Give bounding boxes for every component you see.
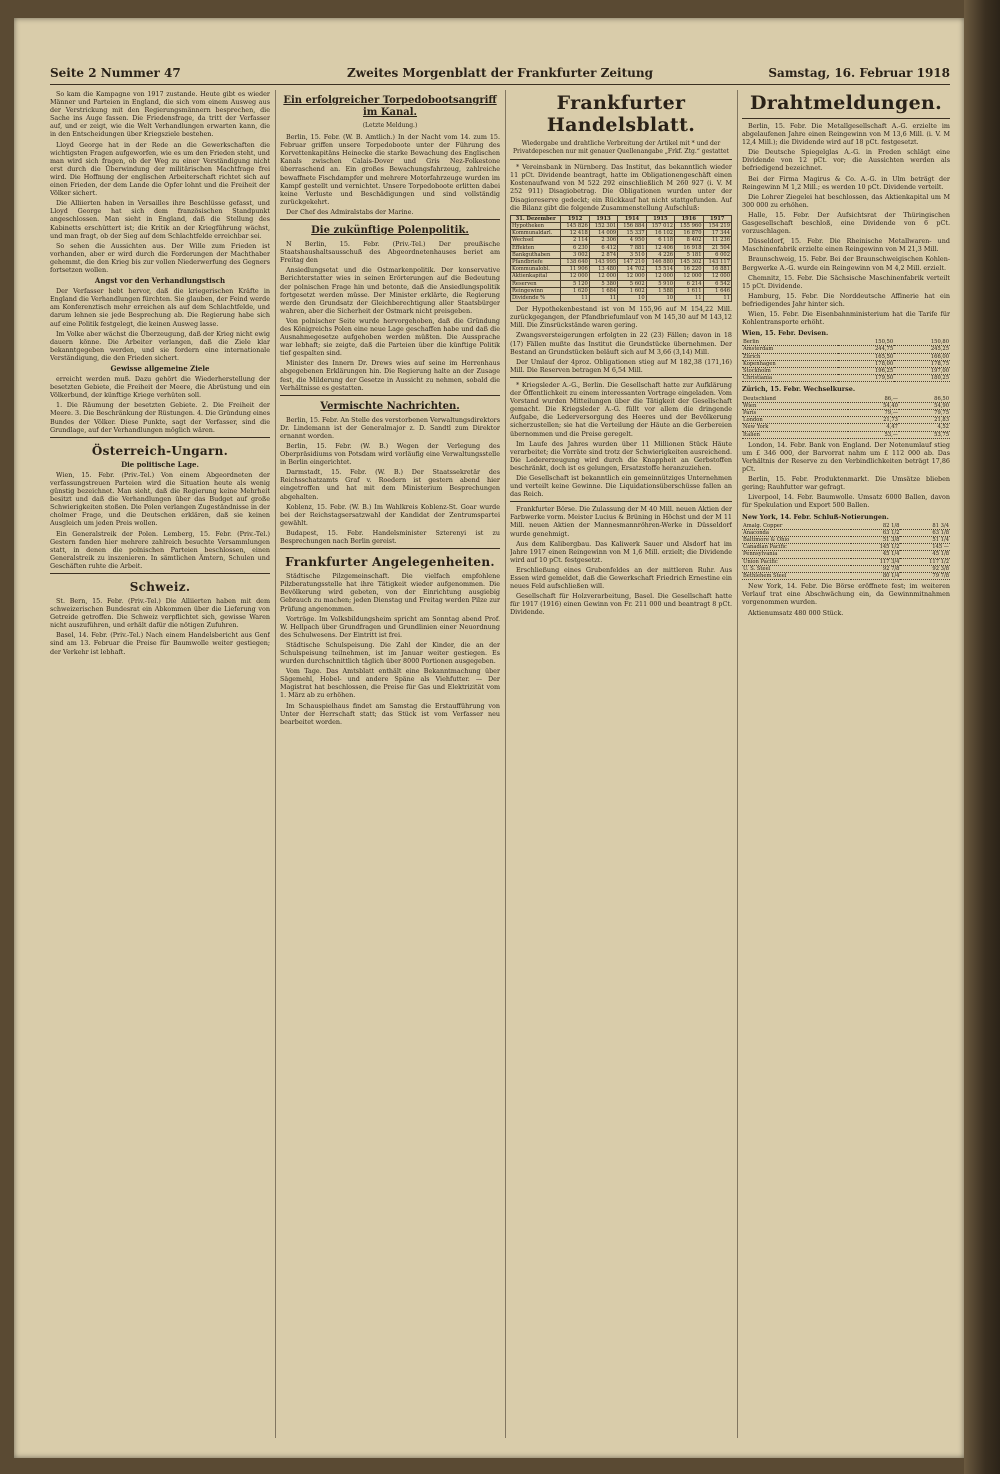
quote-cell: 54,90 — [899, 402, 950, 409]
quote-row — [742, 558, 950, 565]
quote-cell: 21,83 — [899, 417, 950, 424]
article-paragraph: Berlin, 15. Febr. An Stelle des verstorbenen Verwaltungsdirektors Dr. Lindemann ist der Generalmajor z. D. Sandtl zum Direktor ernannt worden. — [280, 415, 500, 440]
article-paragraph: Die Gesellschaft ist bekanntlich ein gemeinnütziges Unternehmen und verteilt keine Gewinne. Die Liquidationsüberschüsse fallen an das Reich. — [510, 473, 732, 499]
table-cell: 12 000 — [561, 273, 589, 280]
table-cell: 138 640 — [561, 258, 589, 265]
table-row — [511, 237, 732, 244]
table-cell: 12 000 — [618, 273, 646, 280]
quote-row — [742, 346, 950, 353]
quote-cell: 197,00 — [894, 368, 950, 375]
table-cell: Reserven — [511, 280, 561, 287]
article-paragraph: Zwangsversteigerungen erfolgten in 22 (23) Fällen; davon in 18 (17) Fällen mußte das Institut die Grundstücke übernehmen. Der Bestand an Grundstücken beläuft sich auf M 3,66 (3,14) Mill. — [510, 331, 732, 356]
table-cell: 5 120 — [561, 280, 589, 287]
table-cell: 13 480 — [589, 266, 617, 273]
table-cell: 12 000 — [703, 273, 732, 280]
table-row — [511, 287, 732, 294]
article-paragraph: Minister des Innern Dr. Drews wies auf seine im Herrenhaus abgegebenen Erklärungen hin. Die Regierung halte an der Zusage fest, die Milderung der Gesetze in Aussicht zu nehmen, sobald die Verhältnisse es gestatten. — [280, 359, 500, 392]
table-cell: 2 114 — [561, 237, 589, 244]
article-paragraph: Städtische Pilzgemeinschaft. Die vielfach empfohlene Pilzberatungsstelle hat ihre Tätigkeit wieder aufgenommen. Die Bevölkerung wird gebeten, von der Einrichtung ausgiebig Gebrauch zu machen; jeden Dienstag und Freitag werden Pilze zur Prüfung angenommen. — [280, 572, 500, 613]
table-cell: 145 302 — [675, 258, 703, 265]
table-cell: 16 881 — [703, 266, 732, 273]
article-paragraph: So sehen die Aussichten aus. Der Wille zum Frieden ist vorhanden, aber er wird durch die Forderungen der Machthaber gehemmt, die den Krieg bis zur vollen Niederwerfung des Gegners fortsetzen wollen. — [50, 241, 270, 274]
quote-cell: 51 1/4 — [900, 537, 950, 544]
table-cell: 11 — [561, 294, 589, 301]
quote-cell: 79,— — [848, 409, 899, 416]
quote-cell: 79 7/8 — [900, 573, 950, 580]
table-cell: 2 874 — [589, 251, 617, 258]
quote-cell: 166,00 — [894, 353, 950, 360]
divider — [742, 118, 950, 119]
quote-cell: 179,50 — [838, 375, 894, 382]
quote-cell: Christiania — [742, 375, 838, 382]
table-cell: 156 884 — [618, 222, 646, 229]
quote-cell: 54,40 — [848, 402, 899, 409]
table-cell: 11 — [675, 294, 703, 301]
quote-row — [742, 529, 950, 536]
quote-row — [742, 375, 950, 382]
table-header-row — [511, 215, 732, 222]
quote-cell: 21,73 — [848, 417, 899, 424]
quote-cell: Paris — [742, 409, 848, 416]
table-cell: 5 380 — [589, 280, 617, 287]
table-row — [511, 244, 732, 251]
table-header-cell: 1912 — [561, 215, 589, 222]
table-row — [511, 280, 732, 287]
divider — [50, 573, 270, 574]
divider — [280, 548, 500, 549]
quotes-table — [742, 339, 950, 382]
quote-row — [742, 368, 950, 375]
section-heading: Angst vor den Verhandlungstisch — [94, 276, 226, 286]
article-paragraph: Chemnitz, 15. Febr. Die Sächsische Maschinenfabrik verteilt 15 pCt. Dividende. — [742, 273, 950, 290]
quote-cell: 180,25 — [894, 375, 950, 382]
quote-cell: 117 1/2 — [900, 558, 950, 565]
quote-cell: 80 1/4 — [851, 573, 901, 580]
article-paragraph: Städtische Schulspeisung. Die Zahl der Kinder, die an der Schulspeisung teilnehmen, ist im Januar weiter gestiegen. Es wurden durchschnittlich täglich über 8000 Portionen ausgegeben. — [280, 640, 500, 666]
article-headline: Vermischte Nachrichten. — [320, 400, 460, 412]
quote-cell: 63 1/8 — [900, 529, 950, 536]
table-cell: 5 181 — [675, 251, 703, 258]
table-cell: 21 504 — [703, 244, 732, 251]
article-paragraph: Darmstadt, 15. Febr. (W. B.) Der Staatssekretär des Reichsschatzamts Graf v. Roedern ist gestern abend hier eingetroffen und hat mit dem Ministerium Besprechungen abgehalten. — [280, 468, 500, 501]
book-spine — [964, 0, 1000, 1474]
article-paragraph: Vorträge. Im Volksbildungsheim spricht am Sonntag abend Prof. W. Hellpach über Grundfragen und Grundlinien einer Neuordnung des Schulwesens. Der Eintritt ist frei. — [280, 614, 500, 639]
quote-cell: Wien — [742, 402, 848, 409]
table-cell: 154 219 — [703, 222, 732, 229]
divider — [280, 395, 500, 396]
reprint-notice: Wiedergabe und drahtliche Verbreitung der Artikel mit * und der Privatdepeschen nur mit genauer Quellenangabe „Frkf. Ztg.“ gestattet — [513, 140, 729, 156]
table-cell: 1 588 — [646, 287, 674, 294]
newspaper-page — [14, 18, 964, 1458]
column-2 — [280, 90, 500, 1438]
table-cell: 11 — [703, 294, 732, 301]
article-paragraph: Halle, 15. Febr. Der Aufsichtsrat der Thüringischen Gasgesellschaft beschloß, eine Dividende von 6 pCt. vorzuschlagen. — [742, 210, 950, 236]
quote-row — [742, 537, 950, 544]
table-cell: 11 — [589, 294, 617, 301]
quote-cell: 63 1/2 — [851, 529, 901, 536]
table-cell: 12 000 — [589, 273, 617, 280]
quote-row — [742, 431, 950, 438]
table-cell: 12 000 — [675, 273, 703, 280]
divider — [280, 219, 500, 220]
table-cell: 146 880 — [646, 258, 674, 265]
quote-row — [742, 402, 950, 409]
quote-cell: Italien — [742, 431, 848, 438]
article-subline: (Letzte Meldung.) — [362, 122, 418, 129]
quote-cell: Union Pacific — [742, 558, 851, 565]
quote-cell: 45 1/8 — [900, 551, 950, 558]
table-cell: 143 117 — [703, 258, 732, 265]
quote-cell: 245,25 — [894, 346, 950, 353]
table-cell: 6 002 — [703, 251, 732, 258]
table-cell: Aktienkapital — [511, 273, 561, 280]
table-cell: 4 950 — [618, 237, 646, 244]
quote-cell: 4,47 — [848, 424, 899, 431]
article-paragraph: Budapest, 15. Febr. Handelsminister Szterenyi ist zu Besprechungen nach Berlin gereist. — [280, 528, 500, 546]
article-paragraph: * Kriegsleder A.-G., Berlin. Die Gesellschaft hatte zur Aufklärung der Öffentlichkeit zu einem interessanten Vortrage eingeladen. Vom Vorstand wurden Mitteilungen über die Tätigkeit der Gesellschaft gemacht. Die Kriegsleder A.-G. füllt vor allem die dringende Aufgabe, die Lederversorgung des Heeres und der Bevölkerung sicherzustellen; sie hat die Verteilung der Häute an die Gerbereien übernommen und die Preise geregelt. — [510, 380, 732, 438]
article-paragraph: Der Hypothekenbestand ist von M 155,96 auf M 154,22 Mill. zurückgegangen, der Pfandbriefumlauf von M 145,30 auf M 143,12 Mill. Die Zinsrückstände waren gering. — [510, 305, 732, 330]
table-cell: Kommunalobl. — [511, 266, 561, 273]
quote-cell: 92 7/8 — [851, 565, 901, 572]
table-cell: Wechsel — [511, 237, 561, 244]
quote-cell: Amsterdam — [742, 346, 838, 353]
article-paragraph: Bei der Firma Magirus & Co. A.-G. in Ulm beträgt der Reingewinn M 1,2 Mill.; es werden 10 pCt. Dividende verteilt. — [742, 174, 950, 191]
quote-cell: 4,52 — [899, 424, 950, 431]
quote-cell: Zürich — [742, 353, 838, 360]
section-title: Drahtmeldungen. — [749, 92, 942, 114]
table-cell: 6 412 — [589, 244, 617, 251]
table-cell: 6 118 — [646, 237, 674, 244]
table-cell: 2 306 — [589, 237, 617, 244]
table-cell: 3 510 — [618, 251, 646, 258]
quote-cell: Bethlehem Steel — [742, 573, 851, 580]
table-cell: 143 995 — [589, 258, 617, 265]
table-cell: 15 337 — [618, 230, 646, 237]
divider — [510, 377, 732, 378]
table-cell: 1 646 — [703, 287, 732, 294]
table-cell: 5 910 — [646, 280, 674, 287]
table-cell: 12 000 — [646, 273, 674, 280]
article-paragraph: Ansiedlungsetat und die Ostmarkenpolitik. Der konservative Berichterstatter wies in seinen Erörterungen auf die Bedeutung der polnischen Frage hin und betonte, daß die Ansiedlungspolitik fortgesetzt werden müsse. Der Minister erklärte, die Regierung werde den Grundsatz der Gleichberechtigung aller Staatsbürger wahren, aber die Sicherheit der Ostmark nicht preisgeben. — [280, 266, 500, 315]
quote-cell: 178,00 — [838, 360, 894, 367]
table-cell: 14 009 — [589, 230, 617, 237]
table-header-cell: 1914 — [618, 215, 646, 222]
quote-cell: 86,— — [848, 396, 899, 403]
article-paragraph: Düsseldorf, 15. Febr. Die Rheinische Metallwaren- und Maschinenfabrik erzielte einen Reingewinn von M 21,3 Mill. — [742, 237, 950, 254]
table-row — [511, 230, 732, 237]
quote-cell: 53,— — [848, 431, 899, 438]
quote-cell: London — [742, 417, 848, 424]
page-header — [50, 66, 950, 85]
quote-row — [742, 417, 950, 424]
article-paragraph: Frankfurter Börse. Die Zulassung der M 40 Mill. neuen Aktien der Farbwerke vorm. Meister Lucius & Brüning in Höchst und der M 11 Mill. neuen Aktien der Mannesmannröhren-Werke in Düsseldorf wurde genehmigt. — [510, 505, 732, 538]
table-cell: 8 402 — [675, 237, 703, 244]
quotes-heading: Wien, 15. Febr. Devisen. — [742, 329, 829, 338]
table-cell: 1 602 — [618, 287, 646, 294]
balance-table — [510, 215, 732, 302]
table-cell: 15 514 — [646, 266, 674, 273]
quote-cell: 196,25 — [838, 368, 894, 375]
table-cell: Bankguthaben — [511, 251, 561, 258]
table-cell: 11 236 — [703, 237, 732, 244]
article-paragraph: Ein Generalstreik der Polen. Lemberg, 15. Febr. (Priv.-Tel.) Gestern fanden hier mehrere zahlreich besuchte Versammlungen statt, in denen die polnischen Parteien beschlossen, einen Generalstreik zu inszenieren. In sämtlichen Ämtern, Schulen und Geschäften ruhte die Arbeit. — [50, 529, 270, 570]
table-row — [511, 222, 732, 229]
article-paragraph: 1. Die Räumung der besetzten Gebiete. 2. Die Freiheit der Meere. 3. Die Beschränkung der Rüstungen. 4. Die Gründung eines Bundes der Völker. Diese Punkte, sagt der Verfasser, sind die Grundlage, auf der Verhandlungen möglich wären. — [50, 401, 270, 434]
quote-cell: 117 3/4 — [851, 558, 901, 565]
table-cell: 1 620 — [561, 287, 589, 294]
quotes-table — [742, 396, 950, 439]
article-paragraph: Der Umlauf der 4proz. Obligationen stieg auf M 182,38 (171,16) Mill. Die Reserven betragen M 6,54 Mill. — [510, 357, 732, 374]
quote-cell: 150,80 — [894, 339, 950, 346]
quote-cell: 145 — — [900, 544, 950, 551]
table-cell: 7 881 — [618, 244, 646, 251]
quote-row — [742, 551, 950, 558]
table-cell: 14 702 — [618, 266, 646, 273]
article-paragraph: Aktienumsatz 480 000 Stück. — [748, 608, 844, 617]
article-paragraph: Lloyd George hat in der Rede an die Gewerkschaften die wichtigsten Fragen aufgeworfen, wie es um den Frieden steht, und man wird sich fragen, ob der Weg zu einer Verständigung nicht erst durch die Überwindung der militärischen Machtfrage frei wird. Die Hoffnung der englischen Arbeiterschaft richtet sich auf einen Frieden, der dem Lande die Opfer lohnt und die Freiheit der Völker sichert. — [50, 140, 270, 198]
table-cell: 11 906 — [561, 266, 589, 273]
section-heading: Schweiz. — [129, 579, 191, 594]
quote-cell: 51 3/8 — [851, 537, 901, 544]
table-header-cell: 31. Dezember — [511, 215, 561, 222]
column-4 — [742, 90, 950, 1438]
table-cell: Dividende % — [511, 294, 561, 301]
quote-row — [742, 409, 950, 416]
article-paragraph: Berlin, 15. Febr. Produktenmarkt. Die Umsätze blieben gering; Rauhfutter war gefragt. — [742, 475, 950, 492]
table-cell: 6 214 — [675, 280, 703, 287]
article-paragraph: Berlin, 15. Febr. Die Metallgesellschaft A.-G. erzielte im abgelaufenen Jahre einen Reingewinn von M 13,6 Mill. (i. V. M 12,4 Mill.); die Dividende wird auf 18 pCt. festgesetzt. — [742, 122, 950, 147]
article-paragraph: Die Lohrer Ziegelei hat beschlossen, das Aktienkapital um M 300 000 zu erhöhen. — [742, 192, 950, 209]
quote-row — [742, 424, 950, 431]
table-cell: Reingewinn — [511, 287, 561, 294]
divider — [510, 159, 732, 160]
article-paragraph: Die Deutsche Spiegelglas A.-G. in Freden schlägt eine Dividende von 12 pCt. vor; die Aussichten werden als befriedigend bezeichnet. — [742, 148, 950, 173]
section-heading: Österreich-Ungarn. — [91, 443, 229, 458]
article-paragraph: Liverpool, 14. Febr. Baumwolle. Umsatz 6000 Ballen, davon für Spekulation und Export 500 Ballen. — [742, 493, 950, 510]
article-paragraph: N Berlin, 15. Febr. (Priv.-Tel.) Der preußische Staatshaushaltsausschuß des Abgeordnetenhauses beriet am Freitag den — [280, 240, 500, 265]
column-1 — [50, 90, 270, 1438]
article-paragraph: Basel, 14. Febr. (Priv.-Tel.) Nach einem Handelsbericht aus Genf sind am 13. Februar die Preise für Baumwolle weiter gestiegen; der Verkehr ist lebhaft. — [50, 631, 270, 656]
table-cell: 12 418 — [561, 230, 589, 237]
article-paragraph: Die Alliierten haben in Versailles ihre Beschlüsse gefasst, und Lloyd George hat sich dem französischen Standpunkt angeschlossen. Man sieht in England, daß die Stellung des Kabinetts erschüttert ist; die Kritik an der Kriegführung wächst, und man fragt, ob der Sieg auf dem Schlachtfelde erreichbar sei. — [50, 199, 270, 240]
article-paragraph: Berlin, 15. Febr. (W. B.) Wegen der Verlegung des Oberpräsidiums von Potsdam wird vorläufig eine Verwaltungsstelle in Berlin eingerichtet. — [280, 442, 500, 467]
article-paragraph: Der Chef des Admiralstabs der Marine. — [286, 207, 414, 216]
table-header-cell: 1915 — [646, 215, 674, 222]
article-paragraph: Von polnischer Seite wurde hervorgehoben, daß die Gründung des Königreichs Polen eine neue Lage geschaffen habe und daß die Ausnahmegesetze aufgehoben werden müßten. Die Aussprache war lebhaft; sie zeigte, daß die Parteien über die künftige Politik tief gespalten sind. — [280, 316, 500, 358]
table-row — [511, 294, 732, 301]
quote-cell: 92 3/8 — [900, 565, 950, 572]
quote-cell: Baltimore & Ohio — [742, 537, 851, 544]
quote-cell: Berlin — [742, 339, 838, 346]
quotes-heading: New York, 14. Febr. Schluß-Notierungen. — [742, 512, 889, 521]
table-row — [511, 273, 732, 280]
table-cell: Pfandbriefe — [511, 258, 561, 265]
article-paragraph: * Vereinsbank in Nürnberg. Das Institut, das bekanntlich wieder 11 pCt. Dividende beantragt, hatte im Obligationengeschäft einen Kostenaufwand von M 522 292 einschließlich M 260 927 (i. V. M 252 911) Disagiobetrag. Die Obligationen wurden unter der Disagioreserve gedeckt; ein Rückkauf hat nicht stattgefunden. Auf die Bilanz gibt die folgende Zusammenstellung Aufschluß: — [510, 163, 732, 212]
table-cell: 1 684 — [589, 287, 617, 294]
article-paragraph: Vom Tage. Das Amtsblatt enthält eine Bekanntmachung über Sägemehl, Hobel- und andere Späne als Viehfutter. — Der Magistrat hat beschlossen, die Preise für Gas und Elektrizität vom 1. März ab zu erhöhen. — [280, 667, 500, 700]
section-subheading: Die politische Lage. — [121, 459, 199, 469]
table-cell: 152 301 — [589, 222, 617, 229]
quote-row — [742, 353, 950, 360]
quote-cell: 81 3/4 — [900, 523, 950, 530]
table-row — [511, 258, 732, 265]
article-paragraph: Wien, 15. Febr. Die Eisenbahnministerium hat die Tarife für Kohlentransporte erhöht. — [742, 309, 950, 327]
article-headline: Die zukünftige Polenpolitik. — [311, 225, 469, 237]
quotes-heading: Zürich, 15. Febr. Wechselkurse. — [742, 385, 856, 394]
table-row — [511, 251, 732, 258]
quote-row — [742, 573, 950, 580]
quote-cell: Stockholm — [742, 368, 838, 375]
article-headline: Ein erfolgreicher Torpedobootsangriff im Kanal. — [283, 95, 497, 118]
quote-cell: Anaconda — [742, 529, 851, 536]
quote-cell: Amalg. Copper — [742, 523, 851, 530]
article-paragraph: Gesellschaft für Holzverarbeitung, Basel. Die Gesellschaft hatte für 1917 (1916) einen Gewinn von Fr. 211 000 und beantragt 8 pCt. Dividende. — [510, 592, 732, 617]
column-rule — [737, 90, 738, 1438]
table-cell: Hypotheken — [511, 222, 561, 229]
table-cell: 5 602 — [618, 280, 646, 287]
article-paragraph: Der Verfasser hebt hervor, daß die kriegerischen Kräfte in England die Verhandlungen fürchten. Sie glauben, der Feind werde am Konferenztisch mehr erreichen als auf dem Schlachtfelde, und darum lehnen sie jede Besprechung ab. Die Regierung habe sich auf eine Politik festgelegt, die keinen Ausweg lasse. — [50, 287, 270, 328]
column-3 — [510, 90, 732, 1438]
column-rule — [505, 90, 506, 1438]
table-cell: 155 960 — [675, 222, 703, 229]
article-paragraph: Koblenz, 15. Febr. (W. B.) Im Wahlkreis Koblenz-St. Goar wurde bei der Reichstagsersatzwahl der Kandidat der Zentrumspartei gewählt. — [280, 502, 500, 527]
table-cell: 157 012 — [646, 222, 674, 229]
quote-cell: 45 1/4 — [851, 551, 901, 558]
page-number: Seite 2 Nummer 47 — [50, 66, 181, 80]
quote-cell: 82 1/8 — [851, 523, 901, 530]
article-paragraph: Erschließung eines Grubenfeldes an der mittleren Ruhr. Aus Essen wird gemeldet, daß die Gewerkschaft Friedrich Ernestine ein neues Feld aufschließen will. — [510, 565, 732, 591]
quote-cell: Deutschland — [742, 396, 848, 403]
article-paragraph: New York, 14. Febr. Die Börse eröffnete fest; im weiteren Verlauf trat eine Abschwächung ein, da Gewinnmitnahmen vorgenommen wurden. — [742, 582, 950, 607]
table-cell: Kommunaldarl. — [511, 230, 561, 237]
table-cell: 3 002 — [561, 251, 589, 258]
article-paragraph: Im Schauspielhaus findet am Samstag die Erstaufführung von Unter der Herrschaft statt; das Stück ist vom Verfasser neu bearbeitet worden. — [280, 701, 500, 726]
table-cell: 16 102 — [646, 230, 674, 237]
article-paragraph: London, 14. Febr. Bank von England. Der Notenumlauf stieg um £ 346 000, der Barvorrat nahm um £ 112 000 ab. Das Verhältnis der Reserve zu den Verbindlichkeiten beträgt 17,86 pCt. — [742, 440, 950, 474]
article-paragraph: Hamburg, 15. Febr. Die Norddeutsche Affinerie hat ein befriedigendes Jahr hinter sich. — [742, 291, 950, 308]
table-cell: Effekten — [511, 244, 561, 251]
section-heading: Gewisse allgemeine Ziele — [110, 364, 210, 373]
table-cell: 1 611 — [675, 287, 703, 294]
quote-cell: 79,75 — [899, 409, 950, 416]
quote-cell: New York — [742, 424, 848, 431]
quote-row — [742, 396, 950, 403]
quote-cell: 145 1/2 — [851, 544, 901, 551]
table-cell: 6 542 — [703, 280, 732, 287]
table-header-cell: 1916 — [675, 215, 703, 222]
quote-cell: 53,75 — [899, 431, 950, 438]
quote-row — [742, 523, 950, 530]
table-cell: 16 220 — [675, 266, 703, 273]
table-header-cell: 1913 — [589, 215, 617, 222]
quote-cell: Pennsylvania — [742, 551, 851, 558]
article-paragraph: St. Bern, 15. Febr. (Priv.-Tel.) Die Alliierten haben mit dem schweizerischen Bundesrat ein Abkommen über die Lieferung von Getreide getroffen. Die Schweiz verpflichtet sich, gewisse Waren nicht auszuführen, und erhält dafür die nötigen Zufuhren. — [50, 596, 270, 630]
quotes-table — [742, 523, 950, 581]
table-cell: 147 210 — [618, 258, 646, 265]
table-cell: 16 918 — [675, 244, 703, 251]
quote-cell: Canadian Pacific — [742, 544, 851, 551]
quote-cell: 178,75 — [894, 360, 950, 367]
quote-cell: Kopenhagen — [742, 360, 838, 367]
article-paragraph: Wien, 15. Febr. (Priv.-Tel.) Von einem Abgeordneten der verfassungstreuen Parteien wird die Situation heute als wenig günstig bezeichnet. Man sieht, daß die Regierung keine Mehrheit besitzt und daß die Verhandlungen über das Budget auf große Schwierigkeiten stoßen. Die Polen verlangen Zugeständnisse in der cholmer Frage, und die Deutschen erklären, daß sie keinen Ausgleich um jeden Preis wollen. — [50, 470, 270, 528]
section-title: Frankfurter Handelsblatt. — [546, 92, 696, 136]
article-paragraph: So kam die Kampagne von 1917 zustande. Heute gibt es wieder Männer und Parteien in England, die sich vom einem Ausweg aus der Verstrickung mit den Regierungsmännern besprechen, die Sache ins Auge fassen. Die Friedensfrage, da tritt der Verfasser auf, und er zeigt, wie die Welt Verhandlungen erwarten kann, die in den Entscheidungen über Kriegsziele bestehen. — [50, 90, 270, 139]
quote-cell: 244,75 — [838, 346, 894, 353]
table-cell: 10 — [646, 294, 674, 301]
article-paragraph: Im Volke aber wächst die Überzeugung, daß der Krieg nicht ewig dauern könne. Die Arbeiter verlangen, daß die Ziele klar bekanntgegeben werden, und sie fordern eine internationale Verständigung, die den Frieden sichert. — [50, 329, 270, 362]
column-rule — [275, 90, 276, 1438]
table-cell: 17 344 — [703, 230, 732, 237]
divider — [510, 501, 732, 502]
table-row — [511, 266, 732, 273]
table-header-cell: 1917 — [703, 215, 732, 222]
article-paragraph: Aus dem Kalibergbau. Das Kaliwerk Sauer und Alsdorf hat im Jahre 1917 einen Reingewinn von M 1,6 Mill. erzielt; die Dividende wird auf 10 pCt. festgesetzt. — [510, 539, 732, 564]
table-cell: 10 — [618, 294, 646, 301]
quote-row — [742, 544, 950, 551]
article-paragraph: Berlin, 15. Febr. (W. B. Amtlich.) In der Nacht vom 14. zum 15. Februar griffen unsere Torpedoboote unter der Führung des Korvettenkapitäns Heinecke die starke Bewachung des Englischen Kanals zwischen Calais-Dover und Gris Nez-Folkestone überraschend an. Ein großes Bewachungsfahrzeug, zahlreiche bewaffnete Fischdampfer und mehrere Motorfahrzeuge wurden im Kampf gestellt und vernichtet. Unsere Torpedoboote erlitten dabei keine Verluste und Beschädigungen und sind vollständig zurückgekehrt. — [280, 133, 500, 206]
table-cell: 12 406 — [646, 244, 674, 251]
article-paragraph: Im Laufe des Jahres wurden über 11 Millionen Stück Häute verarbeitet; die Vorräte sind trotz der Schwierigkeiten ausreichend. Die Ledererzeugung wird durch die Knappheit an Gerbstoffen beschränkt, doch ist es gelungen, Ersatzstoffe heranzuziehen. — [510, 439, 732, 472]
quote-cell: 86,50 — [899, 396, 950, 403]
quote-cell: 165,50 — [838, 353, 894, 360]
quote-row — [742, 360, 950, 367]
quote-cell: U. S. Steel — [742, 565, 851, 572]
table-cell: 6 230 — [561, 244, 589, 251]
masthead: Zweites Morgenblatt der Frankfurter Zeitung — [347, 66, 653, 80]
table-cell: 145 826 — [561, 222, 589, 229]
section-heading: Frankfurter Angelegenheiten. — [285, 555, 495, 570]
divider — [50, 437, 270, 438]
quote-cell: 150,50 — [838, 339, 894, 346]
issue-date: Samstag, 16. Februar 1918 — [768, 66, 950, 80]
article-paragraph: erreicht werden muß. Dazu gehört die Wiederherstellung der besetzten Gebiete, die Freiheit der Meere, die Abrüstung und ein Völkerbund, der künftige Kriege verhüten soll. — [50, 375, 270, 400]
quote-row — [742, 565, 950, 572]
table-cell: 4 226 — [646, 251, 674, 258]
table-cell: 16 870 — [675, 230, 703, 237]
quote-row — [742, 339, 950, 346]
article-paragraph: Braunschweig, 15. Febr. Bei der Braunschweigischen Kohlen-Bergwerke A.-G. wurde ein Reingewinn von M 4,2 Mill. erzielt. — [742, 255, 950, 272]
